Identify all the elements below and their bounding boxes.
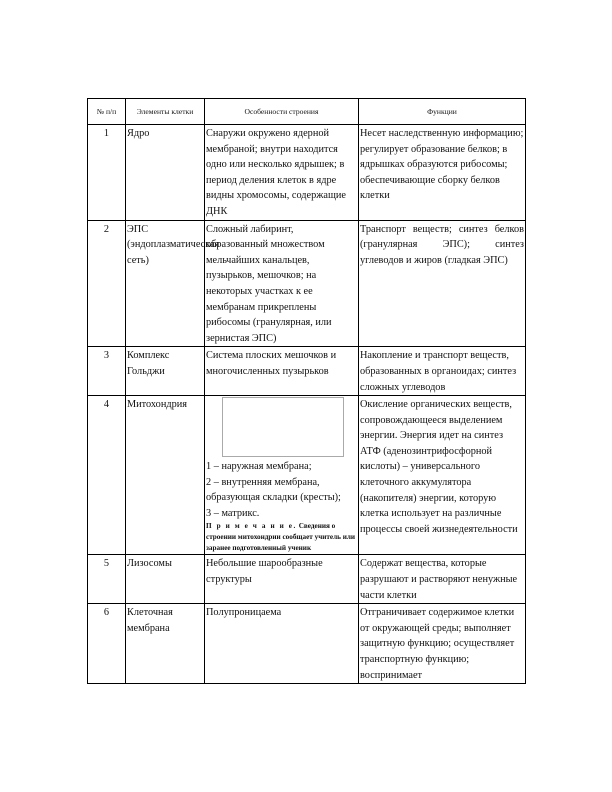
table-row [88,555,526,604]
row-structure-mitochondria [205,396,359,555]
table-row [88,347,526,396]
row-structure: Снаружи окружено ядерной мембраной; внутри находится одно или несколько ядрышек; в период деления клеток в ядре видны хромосомы, содержащие ДНК [205,125,359,221]
note-prefix: П р и м е ч а н и е. [206,522,297,531]
structure-line: 2 – внутренняя мембрана, образующая складки (кресты); [206,476,341,504]
row-number: 3 [88,347,126,396]
row-element: Комплекс Гольджи [126,347,205,396]
row-number: 6 [88,604,126,684]
row-element: Клеточная мембрана [126,604,205,684]
row-number: 4 [88,396,126,555]
table-row [88,604,526,684]
row-structure: Сложный лабиринт, образованный множеством мельчайших канальцев, пузырьков, мешочков; на некоторых участках к ее мембранам прикреплены рибосомы (гранулярная, или зернистая ЭПС) [205,220,359,347]
row-function: Транспорт веществ; синтез белков (гранулярная ЭПС); синтез углеводов и жиров (гладкая ЭПС) [359,220,526,347]
row-number: 2 [88,220,126,347]
row-number: 1 [88,125,126,221]
header-function: Функции [359,99,526,125]
note-text: Сведения о строении митохондрии сообщает учитель или заранее подготовленный ученик [206,522,356,553]
table-row [88,220,526,347]
row-function: Окисление органических веществ, сопровождающееся выделением энергии. Энергия идет на синтез АТФ (аденозинтрифосфорной кислоты) – универсального клеточного аккумулятора (накопителя) энергии, которую клетка использует на различные процессы своей жизнедеятельности [359,396,526,555]
table-row [88,396,526,555]
row-number: 5 [88,555,126,604]
row-element: Лизосомы [126,555,205,604]
row-structure: Система плоских мешочков и многочисленных пузырьков [205,347,359,396]
header-element: Элементы клетки [126,99,205,125]
header-number: № п/п [88,99,126,125]
row-function: Отграничивает содержимое клетки от окружающей среды; выполняет защитную функцию; осуществляет транспортную функцию; воспринимает [359,604,526,684]
row-structure: Небольшие шарообразные структуры [205,555,359,604]
row-function: Накопление и транспорт веществ, образованных в органоидах; синтез сложных углеводов [359,347,526,396]
header-structure: Особенности строения [205,99,359,125]
structure-line: 1 – наружная мембрана; [206,461,312,473]
row-function: Несет наследственную информацию; регулирует образование белков; в ядрышках образуются рибосомы; обеспечивающие сборку белков клетки [359,125,526,221]
table-row [88,125,526,221]
mitochondria-figure-placeholder [222,397,344,457]
row-function: Содержат вещества, которые разрушают и растворяют ненужные части клетки [359,555,526,604]
teacher-note [206,521,357,554]
header-row [88,99,526,125]
row-element: Ядро [126,125,205,221]
structure-line: 3 – матрикс. [206,507,260,519]
row-element: Митохондрия [126,396,205,555]
row-element: ЭПС (эндоплазматическая сеть) [126,220,205,347]
organelles-table [87,98,526,684]
row-structure: Полупроницаема [205,604,359,684]
